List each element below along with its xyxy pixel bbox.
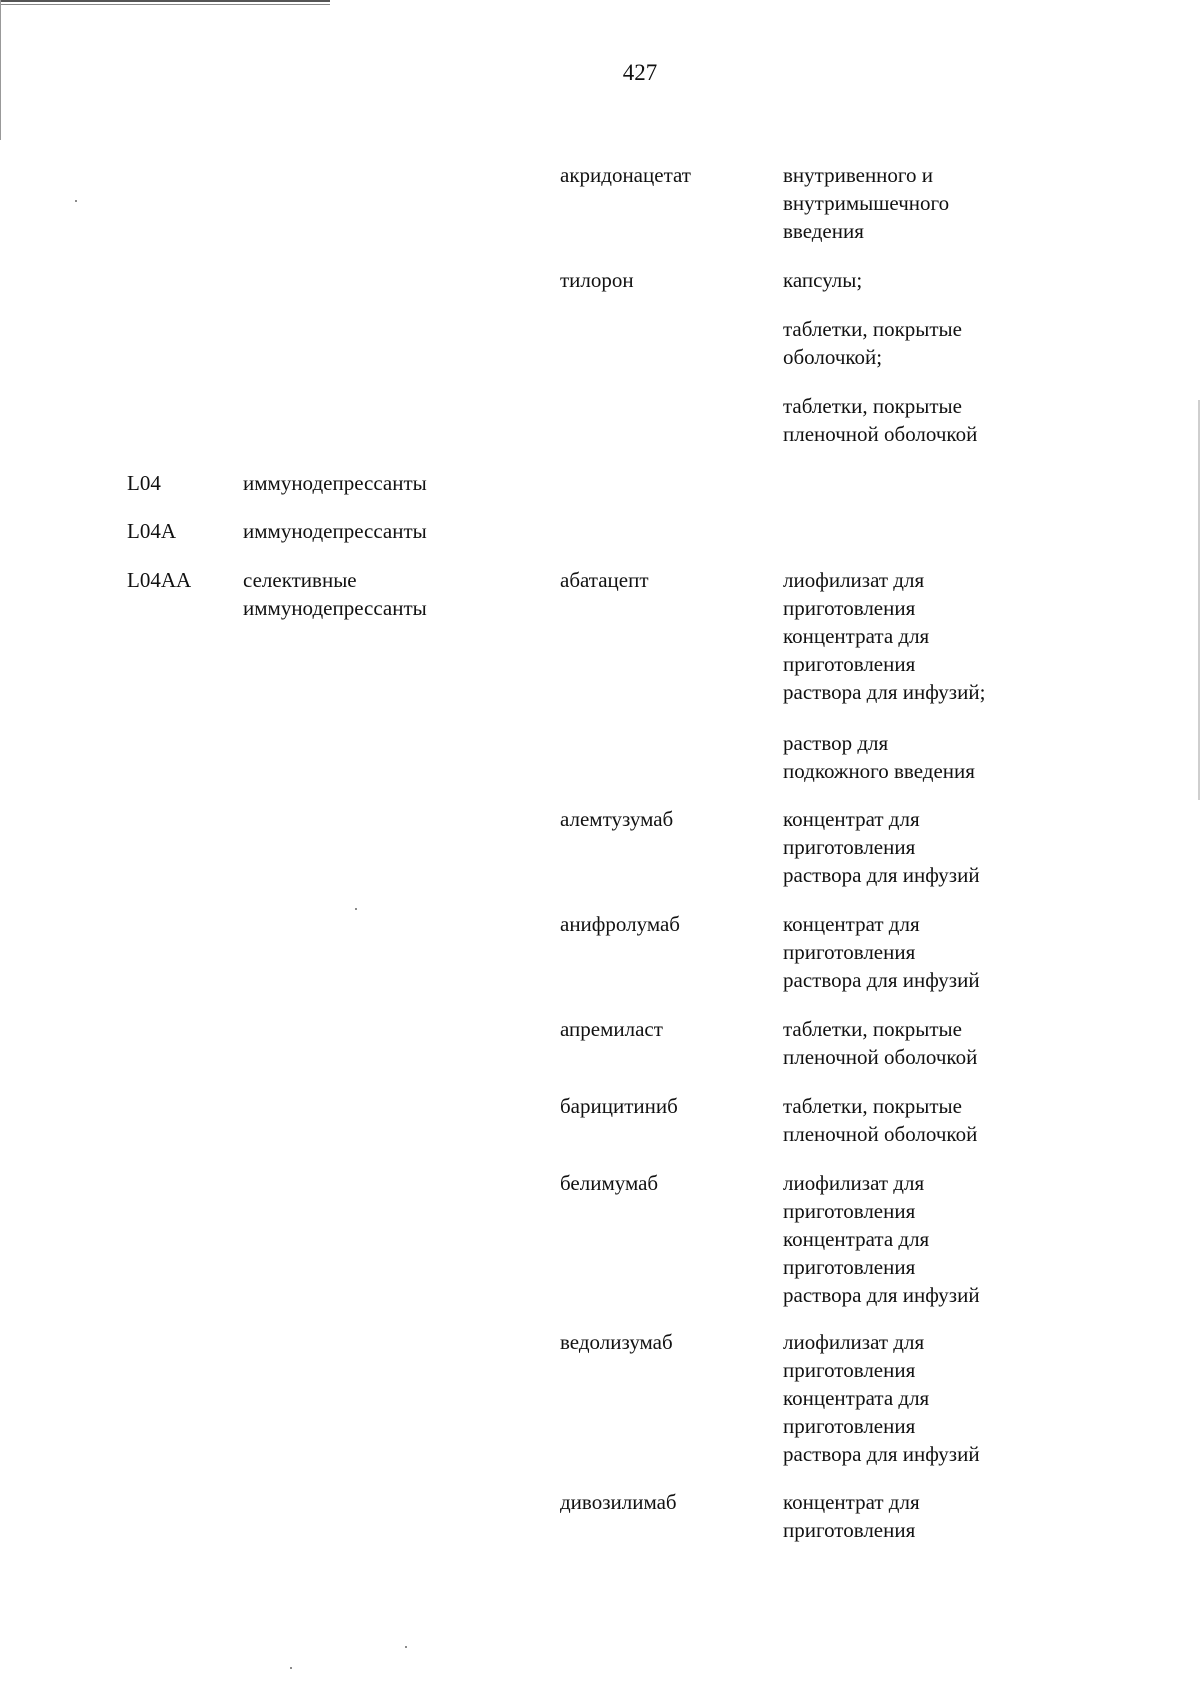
inn-vedolizumab: ведолизумаб (560, 1330, 673, 1354)
inn-tiloron: тилорон (560, 268, 634, 292)
dosage-form: таблетки, покрытые оболочкой; (783, 317, 962, 369)
inn-belimumab: белимумаб (560, 1171, 659, 1195)
inn-alemtuzumab: алемтузумаб (560, 807, 674, 831)
scan-speck (75, 200, 77, 202)
inn-baricitinib: барицитиниб (560, 1094, 678, 1118)
dosage-form: концентрат для приготовления раствора для инфузий (783, 912, 980, 992)
atc-code-l04a: L04A (127, 519, 176, 543)
dosage-form: лиофилизат для приготовления концентрата для приготовления раствора для инфузий (783, 1330, 980, 1466)
inn-akridonacetat: акридонацетат (560, 163, 691, 187)
atc-code-l04: L04 (127, 471, 161, 495)
dosage-form: лиофилизат для приготовления концентрата для приготовления раствора для инфузий (783, 1171, 980, 1307)
dosage-form: концентрат для приготовления раствора для инфузий (783, 807, 980, 887)
inn-apremilast: апремиласт (560, 1017, 663, 1041)
inn-divozilimab: дивозилимаб (560, 1490, 677, 1514)
scan-edge-top-inner (0, 4, 330, 5)
dosage-form: лиофилизат для приготовления концентрата для приготовления раствора для инфузий; (783, 568, 986, 704)
scan-speck (290, 1667, 292, 1669)
dosage-form: внутривенного и внутримышечного введения (783, 163, 950, 243)
atc-group-name: селективные иммунодепрессанты (243, 568, 427, 620)
scan-edge-top (0, 0, 330, 2)
scan-speck (405, 1646, 407, 1648)
atc-group-name: иммунодепрессанты (243, 471, 427, 495)
dosage-form: раствор для подкожного введения (783, 731, 975, 783)
dosage-form: капсулы; (783, 268, 863, 292)
dosage-form: таблетки, покрытые пленочной оболочкой (783, 394, 978, 446)
scan-speck (355, 908, 357, 910)
inn-abatacept: абатацепт (560, 568, 649, 592)
inn-anifrolumab: анифролумаб (560, 912, 680, 936)
atc-group-name: иммунодепрессанты (243, 519, 427, 543)
atc-code-l04aa: L04AA (127, 568, 192, 592)
dosage-form: таблетки, покрытые пленочной оболочкой (783, 1094, 978, 1146)
dosage-form: концентрат для приготовления (783, 1490, 920, 1542)
page-number: 427 (622, 60, 658, 85)
dosage-form: таблетки, покрытые пленочной оболочкой (783, 1017, 978, 1069)
